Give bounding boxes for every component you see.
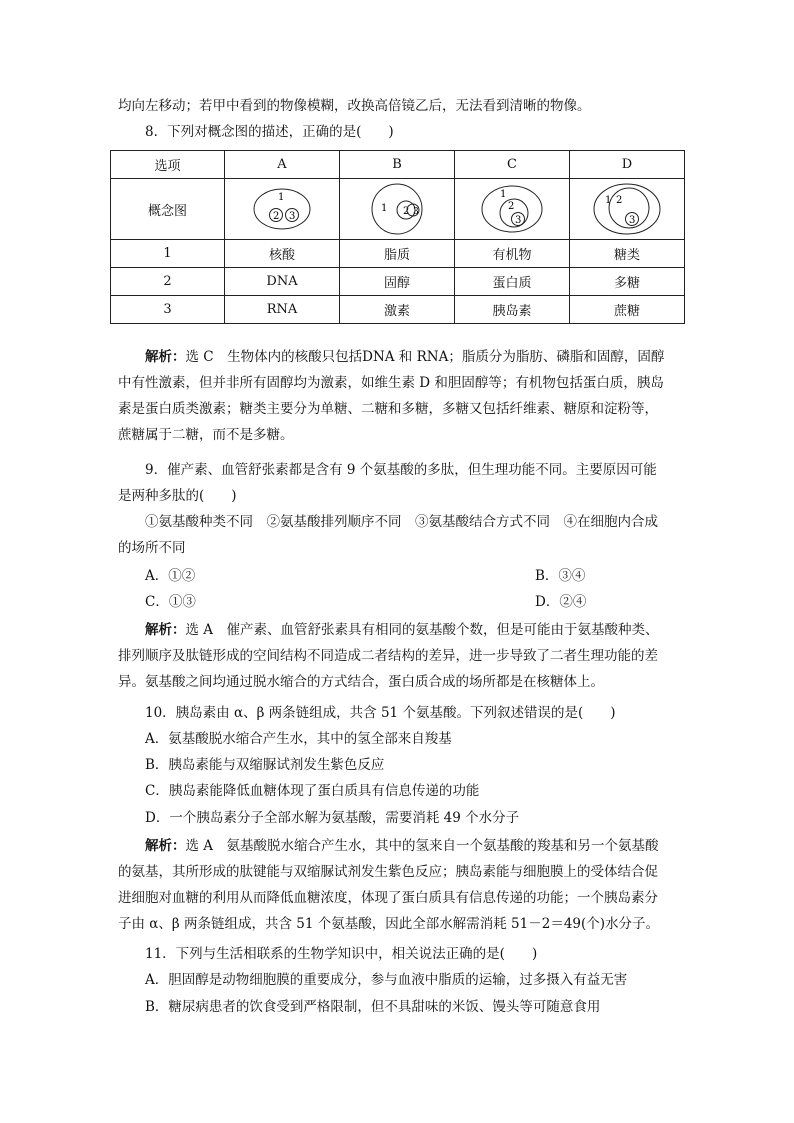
diagram-a-label-3: 3 [289,211,296,222]
table-cell: 核酸 [225,240,340,268]
diagram-a-label-2: 2 [273,211,280,222]
diagram-b-label-2: 2 [403,206,410,217]
text-line: 是两种多肽的( ) [118,488,237,504]
option-row [145,566,705,586]
table-cell: 蔗糖 [570,296,685,324]
analysis-label: 解析： [145,622,186,638]
analysis-text: 选 A 催产素、血管舒张素具有相同的氨基酸个数，但是可能由于氨基酸种类、 [185,622,659,638]
question-10: 10．胰岛素由 α、β 两条链组成，共含 51 个氨基酸。下列叙述错误的是( ) [145,705,616,721]
analysis-text: 选 A 氨基酸脱水缩合产生水，其中的氢来自一个氨基酸的羧基和另一个氨基酸 [185,838,659,854]
option-c: C．①③ [145,594,196,610]
analysis-9 [145,620,705,640]
option-b: B．糖尿病患者的饮食受到严格限制，但不具甜味的米饭、馒头等可随意食用 [145,999,601,1015]
analysis-10 [145,836,705,856]
option-d: D．一个胰岛素分子全部水解为氨基酸，需要消耗 49 个水分子 [145,810,520,826]
diagram-c-svg [462,181,562,237]
diagram-label: 概念图 [111,179,225,240]
diagram-b-label-1: 1 [381,203,388,214]
table-cell: 糖类 [570,240,685,268]
table-cell: 多糖 [570,268,685,296]
option-d: D．②④ [535,594,587,610]
diagram-d-label-3: 3 [629,215,636,226]
table-header-cell: D [570,151,685,179]
analysis-8 [145,347,705,367]
text-line: 均向左移动；若甲中看到的物像模糊，改换高倍镜乙后，无法看到清晰的物像。 [118,98,591,114]
option-a: A．氨基酸脱水缩合产生水，其中的氢全部来自羧基 [145,731,452,747]
text-line: 的场所不同 [118,540,186,556]
concept-diagram-b [340,179,455,240]
concept-diagram-d [570,179,685,240]
diagram-d-label-2: 2 [616,195,623,206]
diagram-b-label-3: 3 [413,207,419,217]
text-line: ①氨基酸种类不同 ②氨基酸排列顺序不同 ③氨基酸结合方式不同 ④在细胞内合成 [145,514,658,530]
option-row [145,592,705,612]
table-cell: 固醇 [340,268,455,296]
analysis-label: 解析： [145,349,186,365]
question-11: 11．下列与生活相联系的生物学知识中，相关说法正确的是( ) [145,946,538,962]
text-line: 素是蛋白质类激素；糖类主要分为单糖、二糖和多糖，多糖又包括纤维素、糖原和淀粉等， [118,401,658,417]
text-line: 子由 α、β 两条链组成，共含 51 个氨基酸，因此全部水解需消耗 51－2＝49(个)水分子。 [118,916,660,932]
text-line: 进细胞对血糖的利用从而降低血糖浓度，体现了蛋白质具有信息传递的功能；一个胰岛素分 [118,890,658,906]
table-cell: 1 [111,240,225,268]
table-cell: 2 [111,268,225,296]
option-a: A．①② [145,568,196,584]
analysis-text: 选 C 生物体内的核酸只包括DNA 和 RNA；脂质分为脂肪、磷脂和固醇，固醇 [185,349,665,365]
concept-diagram-c [455,179,570,240]
option-b: B．胰岛素能与双缩脲试剂发生紫色反应 [145,757,385,773]
diagram-a-svg [232,181,332,237]
question-9: 9．催产素、血管舒张素都是含有 9 个氨基酸的多肽，但生理功能不同。主要原因可能 [145,462,657,478]
option-a: A．胆固醇是动物细胞膜的重要成分，参与血液中脂质的运输，过多摄入有益无害 [145,972,628,988]
diagram-c-label-3: 3 [515,215,522,226]
table-cell: 3 [111,296,225,324]
text-line: 蔗糖属于二糖，而不是多糖。 [118,427,294,443]
analysis-label: 解析： [145,838,186,854]
table-cell: 蛋白质 [455,268,570,296]
diagram-d-label-1: 1 [605,195,612,206]
table-cell: 胰岛素 [455,296,570,324]
diagram-c-label-2: 2 [508,201,515,212]
table-header-cell: 选项 [111,151,225,179]
option-b: B．③④ [535,568,586,584]
diagram-d-svg [577,181,677,237]
diagram-a-label-1: 1 [278,192,285,203]
table-cell: 有机物 [455,240,570,268]
table-cell: RNA [225,296,340,324]
text-line: 排列顺序及肽链形成的空间结构不同造成二者结构的差异，进一步导致了二者生理功能的差 [118,648,658,664]
table-header-cell: C [455,151,570,179]
text-line: 的氨基，其所形成的肽键能与双缩脲试剂发生紫色反应；胰岛素能与细胞膜上的受体结合促 [118,864,658,880]
table-cell: 脂质 [340,240,455,268]
table-header-cell: B [340,151,455,179]
diagram-c-label-1: 1 [500,189,507,200]
option-c: C．胰岛素能降低血糖体现了蛋白质具有信息传递的功能 [145,783,480,799]
concept-table [110,150,685,324]
concept-diagram-a [225,179,340,240]
table-cell: DNA [225,268,340,296]
table-header-cell: A [225,151,340,179]
table-cell: 激素 [340,296,455,324]
text-line: 异。氨基酸之间均通过脱水缩合的方式结合，蛋白质合成的场所都是在核糖体上。 [118,674,604,690]
text-line: 中有性激素，但并非所有固醇均为激素，如维生素 D 和胆固醇等；有机物包括蛋白质，胰岛 [118,375,664,391]
question-8: 8．下列对概念图的描述，正确的是( ) [145,124,394,140]
diagram-b-svg [347,181,447,237]
